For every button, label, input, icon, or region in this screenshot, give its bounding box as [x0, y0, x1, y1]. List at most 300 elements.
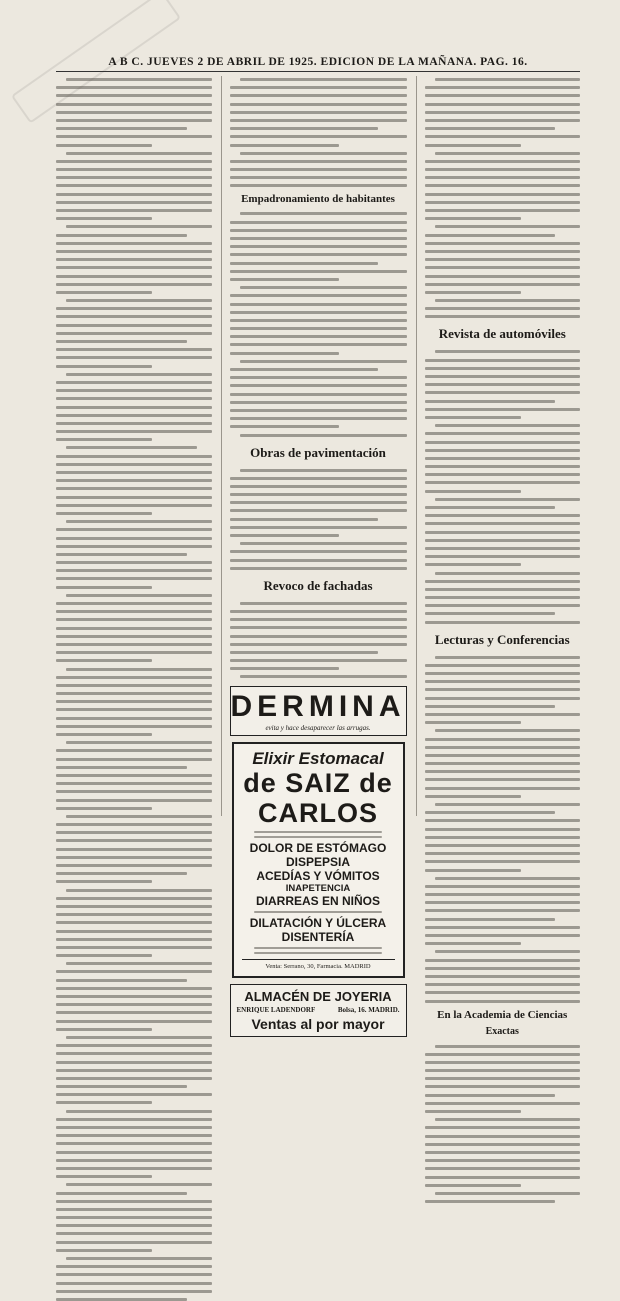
text-line — [230, 501, 407, 504]
text-line — [435, 1192, 581, 1195]
text-line — [425, 885, 581, 888]
text-line — [435, 498, 581, 501]
text-line — [230, 376, 407, 379]
text-line — [56, 872, 187, 875]
text-line — [425, 160, 581, 163]
text-line — [56, 1192, 187, 1195]
text-line — [425, 1061, 581, 1064]
heading-academia: En la Academia de Ciencias — [437, 1008, 568, 1021]
text-line — [56, 242, 212, 245]
text-line — [66, 741, 212, 744]
text-line — [56, 774, 212, 777]
text-line — [56, 717, 212, 720]
text-line — [425, 705, 556, 708]
text-line — [425, 852, 581, 855]
saiz-condition: DIARREAS EN NIÑOS — [255, 894, 380, 909]
text-line — [425, 778, 581, 781]
text-line — [425, 746, 581, 749]
text-line — [230, 343, 407, 346]
text-line — [66, 152, 212, 155]
text-line — [425, 612, 556, 615]
text-line — [56, 1159, 212, 1162]
text-line — [425, 127, 556, 130]
text-line — [425, 94, 581, 97]
text-line — [56, 1298, 187, 1301]
text-line — [56, 1052, 212, 1055]
text-line — [56, 397, 212, 400]
text-line — [66, 668, 212, 671]
text-line — [425, 1135, 581, 1138]
column-3 — [416, 76, 581, 1037]
text-line — [425, 828, 581, 831]
text-line — [425, 819, 581, 822]
text-line — [56, 561, 212, 564]
text-line — [425, 86, 581, 89]
column-3-text-autos — [425, 348, 581, 623]
text-line — [425, 762, 581, 765]
text-line — [56, 184, 212, 187]
text-line — [56, 930, 212, 933]
text-line — [56, 1011, 212, 1014]
text-line — [425, 1176, 581, 1179]
text-line — [56, 389, 212, 392]
text-line — [66, 1110, 212, 1113]
text-line — [56, 193, 212, 196]
text-line — [425, 217, 521, 220]
text-line — [425, 1126, 581, 1129]
text-line — [56, 1249, 152, 1252]
text-line — [230, 311, 407, 314]
text-line — [230, 86, 407, 89]
text-line — [56, 1142, 212, 1145]
text-line — [435, 656, 581, 659]
text-line — [425, 1159, 581, 1162]
text-line — [56, 1224, 212, 1227]
text-line — [230, 643, 407, 646]
dermina-tagline: evita y hace desaparecer las arrugas. — [265, 724, 371, 733]
text-line — [230, 221, 407, 224]
text-line — [425, 275, 581, 278]
text-line — [425, 481, 581, 484]
text-line — [425, 738, 581, 741]
column-3-text-academy — [425, 1043, 581, 1204]
text-line — [230, 111, 407, 114]
text-line — [230, 659, 407, 662]
text-line — [230, 493, 407, 496]
saiz-fineprint-3 — [242, 947, 395, 954]
text-line — [56, 1085, 187, 1088]
text-line — [230, 610, 407, 613]
text-line — [425, 811, 556, 814]
text-line — [56, 365, 152, 368]
text-line — [425, 391, 581, 394]
text-line — [425, 432, 581, 435]
text-line — [425, 250, 581, 253]
text-line — [425, 375, 581, 378]
text-line — [56, 356, 212, 359]
text-line — [425, 111, 581, 114]
text-line — [56, 569, 212, 572]
text-line — [425, 983, 581, 986]
text-line — [425, 688, 581, 691]
text-line — [425, 672, 581, 675]
saiz-fineprint — [242, 831, 395, 838]
text-line — [56, 1290, 212, 1293]
text-line — [425, 1094, 556, 1097]
text-line — [56, 577, 212, 580]
text-line — [56, 315, 212, 318]
saiz-condition: DISPEPSIA — [285, 855, 351, 870]
text-line — [230, 618, 407, 621]
column-1 — [56, 76, 212, 816]
text-line — [56, 471, 212, 474]
text-line — [425, 400, 556, 403]
text-line — [56, 627, 212, 630]
text-line — [66, 1183, 212, 1186]
text-line — [56, 921, 212, 924]
text-line — [425, 547, 581, 550]
text-line — [66, 594, 212, 597]
text-line — [435, 424, 581, 427]
text-line — [425, 359, 581, 362]
text-line — [56, 676, 212, 679]
text-line — [56, 283, 212, 286]
text-line — [56, 103, 212, 106]
text-line — [240, 78, 407, 81]
text-line — [230, 635, 407, 638]
text-line — [56, 602, 212, 605]
text-line — [425, 621, 581, 624]
text-line — [56, 790, 212, 793]
text-line — [425, 522, 581, 525]
text-line — [230, 567, 407, 570]
text-line — [56, 258, 212, 261]
text-line — [56, 905, 212, 908]
text-line — [425, 860, 581, 863]
text-line — [56, 86, 212, 89]
text-line — [425, 580, 581, 583]
text-line — [230, 352, 340, 355]
text-line — [56, 479, 212, 482]
column-2-text-facades — [230, 600, 407, 679]
text-line — [425, 869, 521, 872]
heading-academia-sub: Exactas — [485, 1025, 519, 1037]
text-line — [230, 229, 407, 232]
text-line — [425, 918, 556, 921]
text-line — [230, 319, 407, 322]
text-line — [435, 950, 581, 953]
text-line — [56, 799, 212, 802]
text-line — [56, 725, 212, 728]
heading-revoco: Revoco de fachadas — [263, 577, 373, 593]
column-2-text-top — [230, 76, 407, 187]
text-line — [56, 1069, 212, 1072]
text-line — [230, 94, 407, 97]
saiz-condition: ACEDÍAS Y VÓMITOS — [256, 869, 380, 884]
text-line — [56, 127, 187, 130]
text-line — [240, 360, 407, 363]
text-line — [425, 926, 581, 929]
saiz-condition: DISENTERÍA — [281, 930, 355, 945]
text-line — [435, 1045, 581, 1048]
joyeria-details — [237, 1006, 400, 1014]
text-line — [425, 242, 581, 245]
text-line — [56, 1175, 152, 1178]
text-line — [425, 307, 581, 310]
text-line — [425, 266, 581, 269]
text-line — [56, 1167, 212, 1170]
text-line — [56, 700, 212, 703]
text-line — [230, 401, 407, 404]
text-line — [56, 307, 212, 310]
text-line — [240, 434, 407, 437]
text-line — [56, 651, 212, 654]
text-line — [425, 258, 581, 261]
text-line — [56, 1200, 212, 1203]
text-line — [240, 675, 407, 678]
text-line — [56, 586, 152, 589]
text-line — [230, 518, 379, 521]
text-line — [425, 596, 581, 599]
text-line — [425, 457, 581, 460]
text-line — [56, 987, 212, 990]
text-line — [56, 324, 212, 327]
text-line — [425, 531, 581, 534]
text-line — [425, 1110, 521, 1113]
text-line — [56, 414, 212, 417]
text-line — [425, 234, 556, 237]
text-line — [425, 119, 581, 122]
text-line — [56, 692, 212, 695]
text-line — [56, 1044, 212, 1047]
text-line — [435, 877, 581, 880]
text-line — [425, 1143, 581, 1146]
text-line — [435, 299, 581, 302]
text-line — [56, 1101, 152, 1104]
column-2 — [221, 76, 407, 1033]
text-line — [425, 934, 581, 937]
text-line — [56, 381, 212, 384]
text-line — [230, 262, 379, 265]
text-line — [66, 78, 212, 81]
text-line — [425, 770, 581, 773]
text-line — [56, 348, 212, 351]
saiz-line-1: Elixir Estomacal — [252, 749, 384, 769]
text-line — [230, 184, 407, 187]
text-line — [230, 368, 379, 371]
text-line — [230, 550, 407, 553]
text-line — [56, 766, 187, 769]
text-line — [56, 659, 152, 662]
text-line — [425, 144, 521, 147]
text-line — [230, 393, 407, 396]
text-line — [425, 555, 581, 558]
text-line — [425, 283, 581, 286]
text-line — [56, 610, 212, 613]
text-line — [230, 417, 407, 420]
text-line — [56, 831, 212, 834]
text-line — [230, 534, 340, 537]
column-3-text-top — [425, 76, 581, 318]
text-line — [435, 803, 581, 806]
text-line — [425, 135, 581, 138]
text-line — [56, 856, 212, 859]
text-line — [56, 234, 187, 237]
text-line — [56, 291, 152, 294]
text-line — [56, 938, 212, 941]
text-line — [425, 408, 581, 411]
heading-pavimentacion: Obras de pavimentación — [250, 444, 386, 460]
text-line — [56, 1093, 212, 1096]
text-line — [56, 406, 212, 409]
text-line — [56, 1265, 212, 1268]
masthead-rule — [56, 71, 580, 72]
text-line — [56, 897, 212, 900]
text-line — [56, 176, 212, 179]
text-line — [425, 1069, 581, 1072]
dermina-brand: DERMINA — [230, 690, 406, 724]
text-line — [230, 176, 407, 179]
text-line — [56, 684, 212, 687]
text-line — [230, 335, 407, 338]
text-line — [66, 889, 212, 892]
text-line — [56, 1134, 212, 1137]
text-line — [56, 275, 212, 278]
text-line — [56, 618, 212, 621]
text-line — [230, 485, 407, 488]
text-line — [56, 135, 212, 138]
text-line — [240, 152, 407, 155]
heading-lecturas: Lecturas y Conferencias — [434, 631, 570, 647]
text-line — [56, 749, 212, 752]
text-line — [230, 626, 407, 629]
text-line — [230, 119, 407, 122]
text-line — [56, 913, 212, 916]
text-line — [66, 1257, 212, 1260]
text-line — [230, 253, 407, 256]
text-line — [56, 839, 212, 842]
text-line — [56, 758, 212, 761]
text-line — [56, 111, 212, 114]
text-line — [56, 970, 212, 973]
text-line — [425, 563, 521, 566]
text-line — [56, 1020, 212, 1023]
text-line — [425, 588, 581, 591]
text-line — [56, 807, 152, 810]
text-line — [230, 425, 340, 428]
text-line — [425, 383, 581, 386]
text-line — [56, 160, 212, 163]
text-line — [425, 680, 581, 683]
ad-saiz-de-carlos — [232, 742, 405, 978]
joyeria-owner: ENRIQUE LADENDORF — [236, 1006, 316, 1015]
text-line — [425, 967, 581, 970]
text-line — [56, 512, 152, 515]
text-line — [425, 604, 581, 607]
text-line — [240, 602, 407, 605]
text-line — [56, 487, 212, 490]
text-line — [56, 430, 212, 433]
text-line — [230, 103, 407, 106]
text-line — [425, 514, 581, 517]
text-line — [56, 708, 212, 711]
text-line — [425, 1167, 581, 1170]
text-line — [56, 266, 212, 269]
text-line — [230, 237, 407, 240]
text-line — [56, 823, 212, 826]
joyeria-address: Bolsa, 16. MADRID. — [337, 1006, 400, 1015]
text-line — [240, 469, 407, 472]
text-line — [425, 1184, 521, 1187]
text-line — [56, 168, 212, 171]
text-line — [425, 1085, 581, 1088]
text-line — [230, 245, 407, 248]
saiz-line-2: de SAIZ de CARLOS — [243, 768, 393, 829]
text-line — [56, 733, 152, 736]
text-line — [425, 795, 521, 798]
text-line — [240, 286, 407, 289]
text-line — [425, 473, 581, 476]
text-line — [425, 1000, 581, 1003]
text-line — [425, 844, 581, 847]
text-line — [425, 713, 581, 716]
text-line — [66, 373, 212, 376]
text-line — [425, 201, 581, 204]
text-line — [56, 422, 212, 425]
text-line — [435, 729, 581, 732]
text-line — [56, 1232, 212, 1235]
text-line — [66, 815, 212, 818]
text-line — [56, 1077, 212, 1080]
text-line — [56, 946, 212, 949]
text-line — [435, 1118, 581, 1121]
text-line — [425, 942, 521, 945]
text-line — [56, 463, 212, 466]
text-line — [66, 446, 197, 449]
text-line — [66, 299, 212, 302]
text-line — [425, 449, 581, 452]
text-line — [66, 962, 212, 965]
ad-joyeria — [230, 984, 407, 1037]
text-line — [56, 954, 152, 957]
text-line — [56, 1151, 212, 1154]
text-line — [56, 438, 152, 441]
text-line — [425, 416, 521, 419]
text-line — [240, 212, 407, 215]
text-line — [230, 278, 340, 281]
text-line — [435, 572, 581, 575]
text-line — [425, 697, 581, 700]
text-line — [435, 152, 581, 155]
text-line — [425, 909, 581, 912]
text-line — [56, 880, 152, 883]
text-line — [56, 201, 212, 204]
text-line — [56, 504, 212, 507]
text-line — [425, 836, 581, 839]
heading-empadronamiento: Empadronamiento de habitantes — [241, 193, 395, 206]
text-line — [425, 367, 581, 370]
text-line — [425, 959, 581, 962]
text-line — [230, 667, 340, 670]
text-line — [230, 559, 407, 562]
text-line — [425, 490, 521, 493]
text-line — [56, 528, 212, 531]
text-line — [56, 340, 187, 343]
text-line — [425, 721, 521, 724]
text-line — [56, 553, 187, 556]
text-line — [425, 975, 581, 978]
text-line — [425, 539, 581, 542]
